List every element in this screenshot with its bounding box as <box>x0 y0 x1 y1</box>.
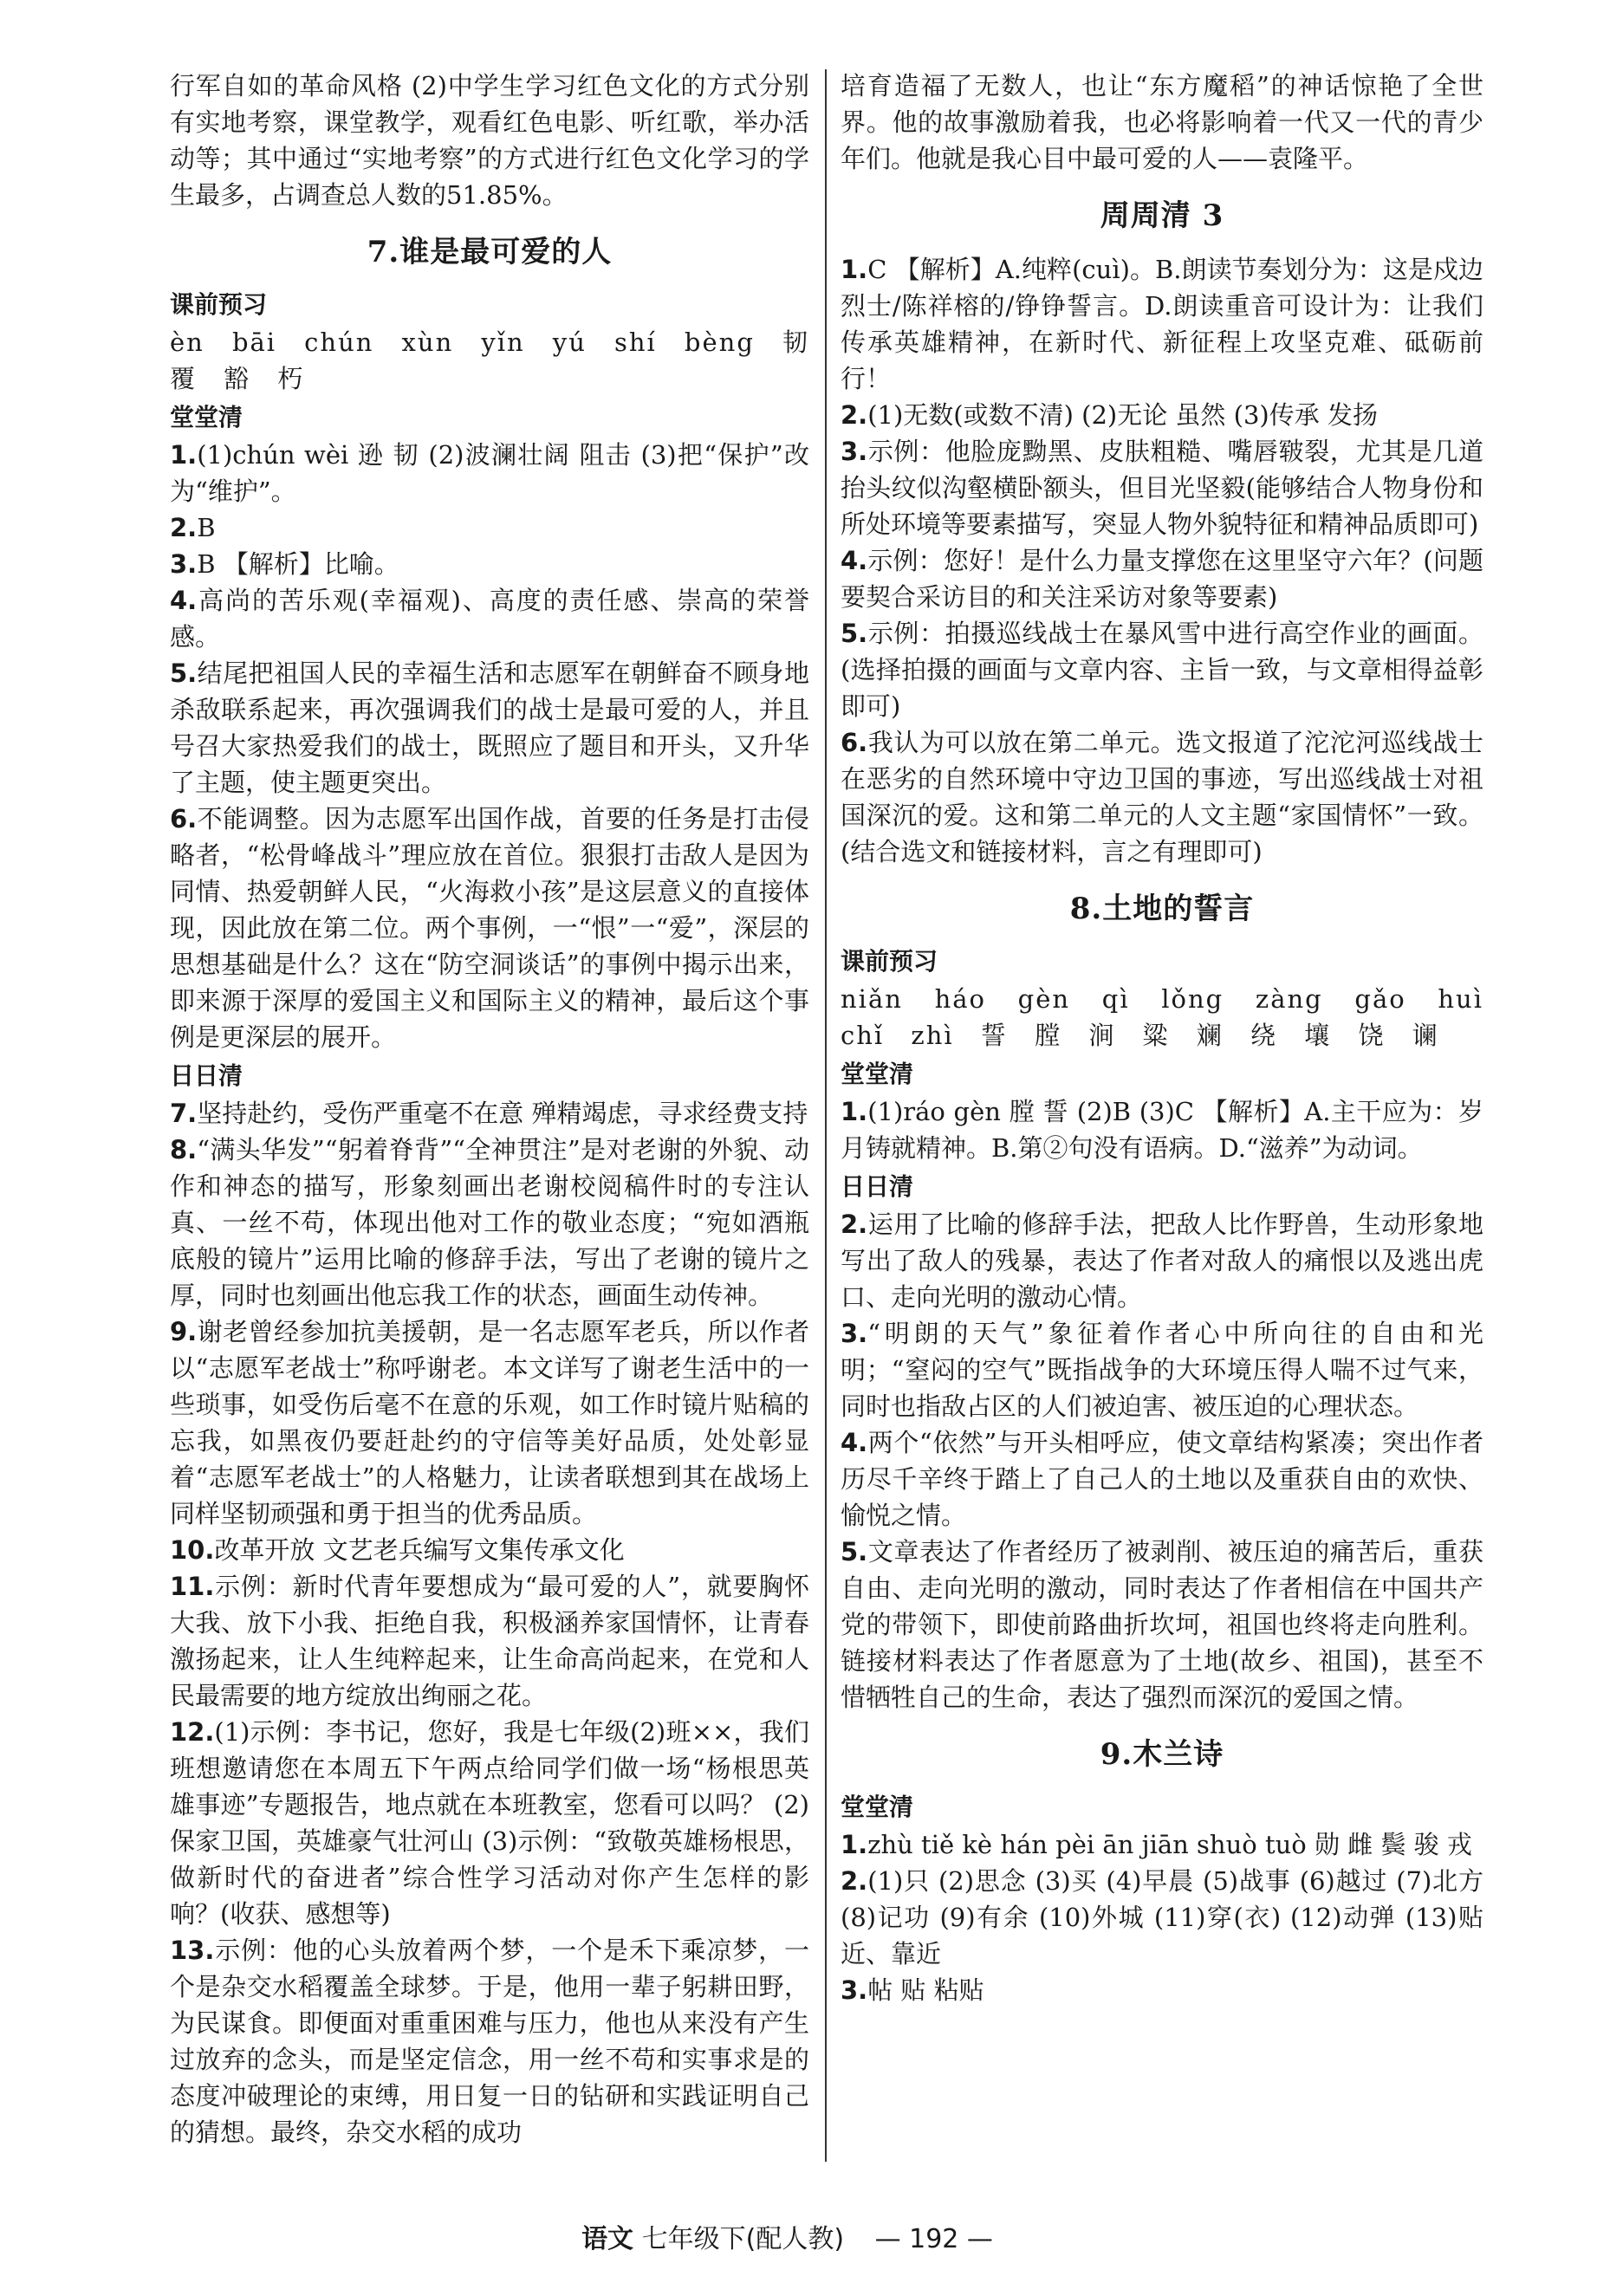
item-text: (1)只 (2)思念 (3)买 (4)早晨 (5)战事 (6)越过 (7)北方 (8)记功 (9)有余 (10)外城 (11)穿(衣) (12)动弹 (13)贴近、靠近 <box>841 1866 1483 1968</box>
item-text: 两个“依然”与开头相呼应，使文章结构紧凑；突出作者历尽千辛终于踏上了自己人的土地以及重获自由的欢快、愉悦之情。 <box>841 1428 1483 1530</box>
item-number: 4. <box>170 586 198 615</box>
answer-item <box>170 1532 809 1568</box>
item-number: 3. <box>170 549 198 579</box>
item-number: 11. <box>170 1572 215 1601</box>
item-number: 8. <box>170 1135 198 1164</box>
section-heading: 课前预习 <box>841 947 938 976</box>
answer-item <box>170 1313 809 1532</box>
answer-item <box>170 509 809 546</box>
item-text: 改革开放 文艺老兵编写文集传承文化 <box>214 1535 625 1565</box>
item-text: 谢老曾经参加抗美援朝，是一名志愿军老兵，所以作者以“志愿军老战士”称呼谢老。本文详写了谢老生活中的一些琐事，如受伤后毫不在意的乐观，如工作时镜片贴稿的忘我，如黑夜仍要赶赴约的守信等美好品质，处处彰显着“志愿军老战士”的人格魅力，让读者联想到其在战场上同样坚韧顽强和勇于担当的优秀品质。 <box>170 1317 809 1528</box>
answer-item <box>841 397 1483 433</box>
item-number: 9. <box>170 1317 198 1346</box>
item-number: 3. <box>841 437 868 466</box>
item-text: 不能调整。因为志愿军出国作战，首要的任务是打击侵略者，“松骨峰战斗”理应放在首位。狠狠打击敌人是因为同情、热爱朝鲜人民，“火海救小孩”是这层意义的直接体现，因此放在第二位。两个事例，一“恨”一“爱”，深层的思想基础是什么？这在“防空洞谈话”的事例中揭示出来，即来源于深厚的爱国主义和国际主义的精神，最后这个事例是更深层的展开。 <box>170 804 809 1052</box>
item-number: 6. <box>170 804 198 833</box>
item-text: C 【解析】A.纯粹(cuì)。B.朗读节奏划分为：这是戍边烈士/陈祥榕的/铮铮誓言。D.朗读重音可设计为：让我们传承英雄精神，在新时代、新征程上攻坚克难、砥砺前行！ <box>841 255 1483 393</box>
answer-item <box>841 724 1483 870</box>
answer-item <box>841 433 1483 542</box>
answer-item <box>841 1826 1483 1863</box>
answer-item <box>841 1206 1483 1315</box>
item-number: 3. <box>841 1975 868 2005</box>
item-number: 6. <box>841 728 868 757</box>
section-heading: 堂堂清 <box>170 403 243 431</box>
item-text: 示例：他的心头放着两个梦，一个是禾下乘凉梦，一个是杂交水稻覆盖全球梦。于是，他用一辈子躬耕田野，为民谋食。即便面对重重困难与压力，他也从来没有产生过放弃的念头，而是坚定信念，用一丝不苟和实事求是的态度冲破理论的束缚，用日复一日的钻研和实践证明自己的猜想。最终，杂交水稻的成功 <box>170 1936 809 2147</box>
section-heading: 堂堂清 <box>841 1060 914 1088</box>
section-heading: 日日清 <box>841 1172 914 1201</box>
answer-item <box>170 1932 809 2150</box>
answer-item <box>170 437 809 509</box>
footer-subject: 语文 <box>581 2224 634 2254</box>
section-heading: 课前预习 <box>170 290 268 319</box>
paragraph: 培育造福了无数人，也让“东方魔稻”的神话惊艳了全世界。他的故事激励着我，也必将影响着一代又一代的青少年们。他就是我心目中最可爱的人——袁隆平。 <box>841 71 1483 173</box>
answer-item <box>170 801 809 1055</box>
item-number: 5. <box>170 658 198 688</box>
footer-grade: 七年级下(配人教) <box>641 2224 845 2254</box>
answer-item <box>170 1568 809 1714</box>
item-text: 示例：拍摄巡线战士在暴风雪中进行高空作业的画面。(选择拍摄的画面与文章内容、主旨一致，与文章相得益彰即可) <box>841 619 1483 721</box>
answer-item <box>170 1714 809 1932</box>
answer-item <box>841 1972 1483 2008</box>
item-text: 结尾把祖国人民的幸福生活和志愿军在朝鲜奋不顾身地杀敌联系起来，再次强调我们的战士是最可爱的人，并且号召大家热爱我们的战士，既照应了题目和开头，又升华了主题，使主题更突出。 <box>170 658 809 797</box>
answer-item <box>841 251 1483 397</box>
item-number: 5. <box>841 1537 868 1566</box>
answer-item <box>170 655 809 801</box>
item-text: (1)示例：李书记，您好，我是七年级(2)班××，我们班想邀请您在本周五下午两点给同学们做一场“杨根思英雄事迹”专题报告，地点就在本班教室，您看可以吗？ (2)保家卫国，英雄豪气壮河山 (3)示例：“致敬英雄杨根思，做新时代的奋进者”综合性学习活动对你产生怎样的影响？(收获、感想等) <box>170 1717 809 1929</box>
item-number: 2. <box>170 513 198 542</box>
item-text: zhù tiě kè hán pèi ān jiān shuò tuò 勋 雌 鬓 骏 戎 <box>867 1830 1472 1859</box>
item-number: 4. <box>841 1428 868 1457</box>
item-text: “明朗的天气”象征着作者心中所向往的自由和光明；“窒闷的空气”既指战争的大环境压得人喘不过气来，同时也指敌占区的人们被迫害、被压迫的心理状态。 <box>841 1319 1483 1421</box>
item-number: 2. <box>841 1866 868 1896</box>
item-text: (1)ráo gèn 膛 誓 (2)B (3)C 【解析】A.主干应为：岁月铸就精神。B.第②句没有语病。D.“滋养”为动词。 <box>841 1097 1483 1163</box>
pinyin-line: èn bāi chún xùn yǐn yú shí bèng 韧 覆 豁 朽 <box>170 328 809 393</box>
paragraph: 行军自如的革命风格 (2)中学生学习红色文化的方式分别有实地考察，课堂教学，观看红色电影、听红歌，举办活动等；其中通过“实地考察”的方式进行红色文化学习的学生最多，占调查总人数的51.85%。 <box>170 71 809 210</box>
page-number: 192 <box>909 2224 959 2254</box>
item-text: 我认为可以放在第二单元。选文报道了沱沱河巡线战士在恶劣的自然环境中守边卫国的事迹，写出巡线战士对祖国深沉的爱。这和第二单元的人文主题“家国情怀”一致。(结合选文和链接材料，言之有理即可) <box>841 728 1483 866</box>
answer-item <box>841 1863 1483 1972</box>
answer-item <box>170 582 809 655</box>
item-number: 1. <box>170 440 198 470</box>
item-text: 示例：您好！是什么力量支撑您在这里坚守六年？(问题要契合采访目的和关注采访对象等要素) <box>841 546 1483 612</box>
item-text: 高尚的苦乐观(幸福观)、高度的责任感、崇高的荣誉感。 <box>170 586 809 652</box>
item-text: B <box>197 513 216 542</box>
answer-item <box>841 542 1483 615</box>
item-number: 5. <box>841 619 868 648</box>
item-text: 示例：他脸庞黝黑、皮肤粗糙、嘴唇皲裂，尤其是几道抬头纹似沟壑横卧额头，但目光坚毅(能够结合人物身份和所处环境等要素描写，突显人物外貌特征和精神品质即可) <box>841 437 1483 539</box>
lesson-title: 9.木兰诗 <box>1100 1737 1224 1772</box>
answer-item <box>170 1132 809 1313</box>
item-number: 1. <box>841 1097 868 1126</box>
answer-item <box>841 1424 1483 1534</box>
item-number: 2. <box>841 400 868 430</box>
lesson-title: 7.谁是最可爱的人 <box>367 235 613 269</box>
item-number: 3. <box>841 1319 868 1348</box>
answer-item <box>841 615 1483 724</box>
item-number: 7. <box>170 1099 198 1128</box>
item-text: 示例：新时代青年要想成为“最可爱的人”，就要胸怀大我、放下小我、拒绝自我，积极涵养家国情怀，让青春激扬起来，让人生纯粹起来，让生命高尚起来，在党和人民最需要的地方绽放出绚丽之花。 <box>170 1572 809 1710</box>
item-text: 帖 贴 粘贴 <box>867 1975 984 2005</box>
footer-page-number: — 192 — <box>874 2224 993 2254</box>
item-text: (1)无数(或数不清) (2)无论 虽然 (3)传承 发扬 <box>867 400 1378 430</box>
page-footer <box>0 2222 1597 2257</box>
answer-item <box>170 1095 809 1132</box>
item-text: (1)chún wèi 逊 韧 (2)波澜壮阔 阻击 (3)把“保护”改为“维护”。 <box>170 440 809 506</box>
lesson-title: 周周清 3 <box>1100 198 1224 233</box>
item-text: 坚持赴约，受伤严重毫不在意 殚精竭虑，寻求经费支持 <box>197 1099 808 1128</box>
item-number: 1. <box>841 1830 868 1859</box>
answer-item <box>170 546 809 582</box>
item-number: 10. <box>170 1535 215 1565</box>
item-text: “满头华发”“躬着脊背”“全神贯注”是对老谢的外貌、动作和神态的描写，形象刻画出老谢校阅稿件时的专注认真、一丝不苟，体现出他对工作的敬业态度；“宛如酒瓶底般的镜片”运用比喻的修辞手法，写出了老谢的镜片之厚，同时也刻画出他忘我工作的状态，画面生动传神。 <box>170 1135 809 1310</box>
answer-item <box>841 1534 1483 1716</box>
right-column <box>841 68 1483 2008</box>
left-column <box>170 68 809 2150</box>
section-heading: 堂堂清 <box>841 1793 914 1821</box>
answer-item <box>841 1315 1483 1424</box>
section-heading: 日日清 <box>170 1061 243 1090</box>
item-number: 13. <box>170 1936 215 1965</box>
pinyin-line: niǎn háo gèn qì lǒng zàng gǎo huì chǐ zhì 誓 膛 涧 粱 斓 绕 壤 饶 谰 <box>841 984 1483 1050</box>
item-number: 12. <box>170 1717 215 1747</box>
item-number: 4. <box>841 546 868 575</box>
item-text: B 【解析】比喻。 <box>197 549 399 579</box>
column-divider <box>825 69 827 2162</box>
lesson-title: 8.土地的誓言 <box>1069 892 1255 926</box>
answer-item <box>841 1093 1483 1166</box>
item-number: 2. <box>841 1210 868 1239</box>
item-text: 运用了比喻的修辞手法，把敌人比作野兽，生动形象地写出了敌人的残暴，表达了作者对敌人的痛恨以及逃出虎口、走向光明的激动心情。 <box>841 1210 1483 1312</box>
item-text: 文章表达了作者经历了被剥削、被压迫的痛苦后，重获自由、走向光明的激动，同时表达了作者相信在中国共产党的带领下，即使前路曲折坎坷，祖国也终将走向胜利。链接材料表达了作者愿意为了土地(故乡、祖国)，甚至不惜牺牲自己的生命，表达了强烈而深沉的爱国之情。 <box>841 1537 1483 1712</box>
item-number: 1. <box>841 255 868 284</box>
